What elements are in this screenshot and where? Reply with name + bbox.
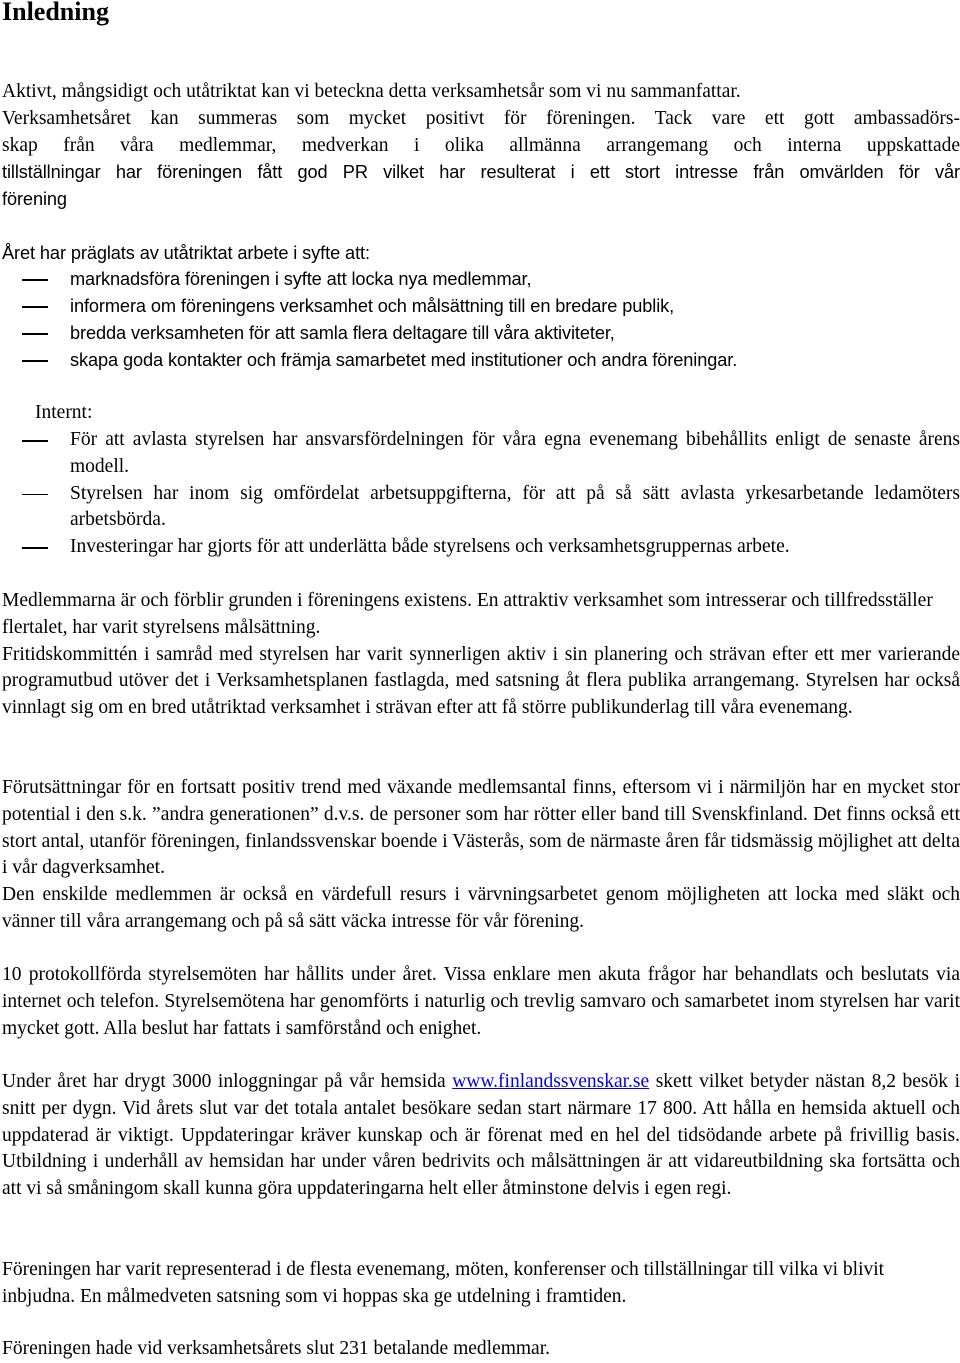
intro-line-5: förening (2, 189, 67, 210)
internal-lead: Internt: (35, 402, 93, 423)
list-item: För att avlasta styrelsen har ansvarsfördelningen för våra egna evenemang bibehållits enligt de senaste årens modell. (0, 427, 960, 481)
internal-list (0, 427, 960, 561)
list-item: marknadsföra föreningen i syfte att locka nya medlemmar, (0, 266, 960, 293)
membercount-paragraph: Föreningen hade vid verksamhetsårets slut 231 betalande medlemmar. (2, 1338, 551, 1359)
dash-bullet-icon (22, 360, 48, 362)
dash-bullet-icon (22, 333, 48, 335)
intro-line-4: tillställningar har föreningen fått god PR vilket har resulterat i ett stort intresse från omvärlden för vår (2, 162, 960, 183)
dash-bullet-icon (22, 547, 48, 549)
dash-bullet-icon (22, 306, 48, 308)
list-item: skapa goda kontakter och främja samarbetet med institutioner och andra föreningar. (0, 347, 960, 374)
prerequisites-text-1: Förutsättningar för en fortsatt positiv trend med växande medlemsantal finns, eftersom vi i närmiljön har en mycket stor potential i den s.k. ”andra generationen” d.v.s. de personer som har rötter eller band till Svenskfinland. Det finns också ett stort antal, utanför föreningen, finlandssvenskar boende i Västerås, som de närmaste åren får tidsmässig möjlighet att delta i vår dagverksamhet. (2, 777, 960, 879)
meetings-paragraph: 10 protokollförda styrelsemöten har hållits under året. Vissa enklare men akuta frågor har behandlats och beslutats via internet och telefon. Styrelsemötena har genomförts i naturlig och trevlig samvaro och samarbetet inom styrelsen har varit mycket gott. Alla beslut har fattats i samförstånd och enighet. (2, 964, 960, 1039)
page-title: Inledning (2, 0, 109, 26)
website-text-before: Under året har drygt 3000 inloggningar på vår hemsida (2, 1071, 453, 1092)
intro-line-3: skap från våra medlemmar, medverkan i olika allmänna arrangemang och interna uppskattade (2, 134, 960, 156)
prerequisites-paragraph (2, 775, 960, 936)
dash-bullet-icon (22, 440, 48, 442)
list-item: Investeringar har gjorts för att underlätta både styrelsens och verksamhetsgruppernas arbete. (0, 534, 960, 561)
list-item: bredda verksamheten för att samla flera deltagare till våra aktiviteter, (0, 320, 960, 347)
dash-bullet-icon (22, 494, 48, 496)
intro-line-2: Verksamhetsåret kan summeras som mycket positivt för föreningen. Tack vare ett gott ambassadörs- (2, 107, 960, 129)
list-item: Styrelsen har inom sig omfördelat arbetsuppgifterna, för att på så sätt avlasta yrkesarbetande ledamöters arbetsbörda. (0, 481, 960, 535)
dash-bullet-icon (22, 279, 48, 281)
prerequisites-text-2: Den enskilde medlemmen är också en värdefull resurs i värvningsarbetet genom möjligheten att locka med släkt och vänner till våra arrangemang och på så sätt väcka intresse för vår förening. (2, 884, 960, 932)
website-link[interactable]: www.finlandssvenskar.se (452, 1071, 650, 1092)
represented-paragraph: Föreningen har varit representerad i de flesta evenemang, möten, konferenser och tillställningar till vilka vi blivit inbjudna. En målmedveten satsning som vi hoppas ska ge utdelning i framtiden. (2, 1259, 885, 1307)
members-paragraph (2, 588, 960, 722)
members-text-1: Medlemmarna är och förblir grunden i föreningens existens. En attraktiv verksamhet som intresserar och tillfredsställer flertalet, har varit styrelsens målsättning. (2, 590, 933, 638)
intro-line-1: Aktivt, mångsidigt och utåtriktat kan vi beteckna detta verksamhetsår som vi nu sammanfattar. (2, 81, 741, 102)
intro-paragraph (2, 79, 960, 213)
website-text-after: skett vilket betyder nästan 8,2 besök i snitt per dygn. Vid årets slut var det totala antalet besökare sedan start närmare 17 800. Att hålla en hemsida aktuell och uppdaterad är viktigt. Uppdateringar kräver kunskap och är förenat med en hel del tidsödande arbete på frivillig basis. Utbildning i underhåll av hemsidan har under våren bedrivits och målsättningen är att vidareutbildning ska fortsätta och att vi så småningom skall kunna göra uppdateringarna helt eller åtminstone delvis i egen regi. (2, 1071, 960, 1200)
aims-list (0, 266, 960, 374)
list-item: informera om föreningens verksamhet och målsättning till en bredare publik, (0, 293, 960, 320)
aims-lead: Året har präglats av utåtriktat arbete i syfte att: (2, 243, 370, 263)
website-paragraph (2, 1069, 960, 1203)
members-text-2: Fritidskommittén i samråd med styrelsen har varit synnerligen aktiv i sin planering och strävan efter ett mer varierande programutbud utöver det i Verksamhetsplanen fastlagda, med satsning åt flera publika arrangemang. Styrelsen har också vinnlagt sig om en bred utåtriktad verksamhet i strävan efter att få större publikunderlag till våra evenemang. (2, 643, 960, 719)
